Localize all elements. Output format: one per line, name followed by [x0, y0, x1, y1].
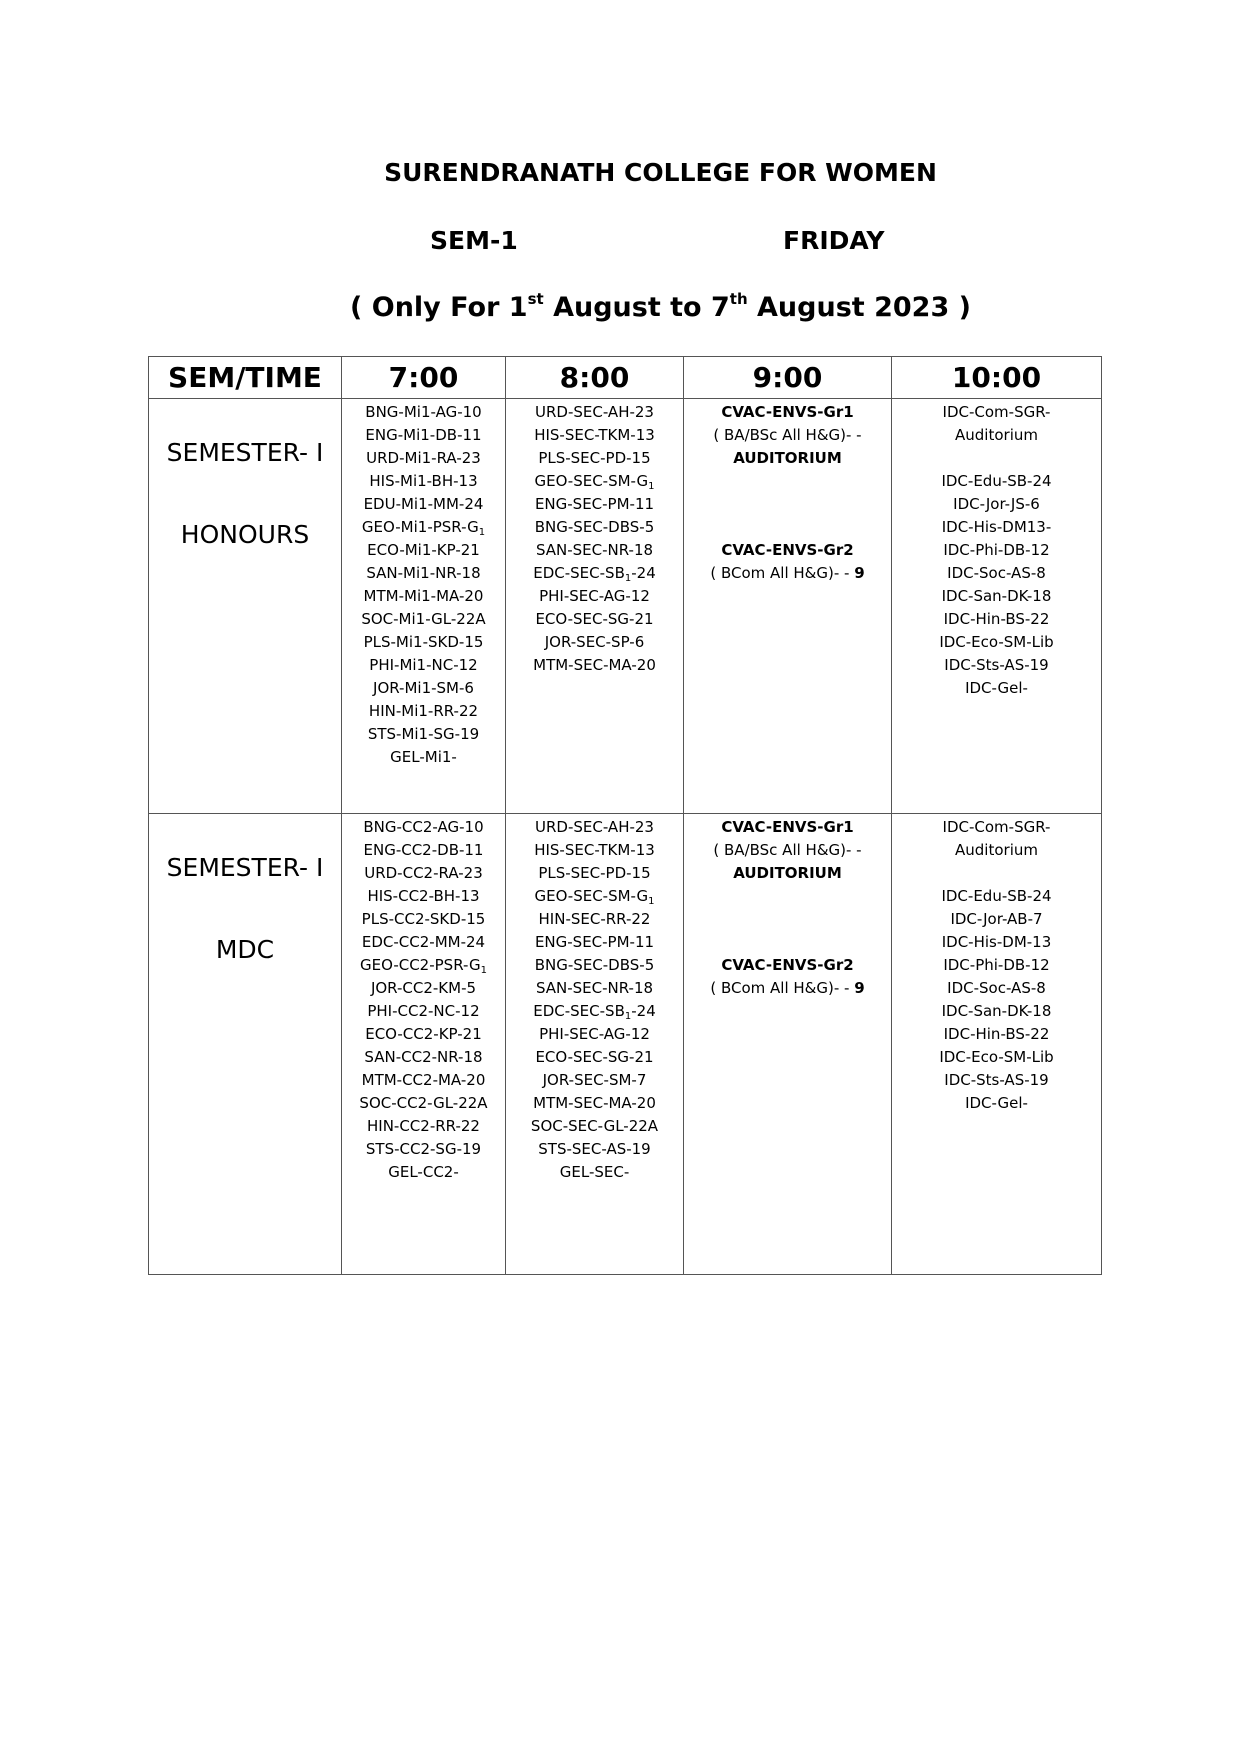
course-entry: IDC-Eco-SM-Lib: [939, 633, 1054, 651]
course-entry: ENG-SEC-PM-11: [534, 933, 655, 951]
course-entry: GEO-$CC2-PSR-G_1$: [360, 956, 487, 976]
course-entry: JOR-SEC-SM-7: [542, 1071, 647, 1089]
course-entry: EDU-Mi1-MM-24: [363, 495, 484, 513]
course-entry: JOR-CC2-KM-5: [370, 979, 477, 997]
course-entry: URD-CC2-RA-23: [364, 864, 483, 882]
semester-label: SEM-1: [430, 226, 518, 255]
gr1-room: AUDITORIUM: [733, 864, 842, 882]
gr1-room: AUDITORIUM: [733, 449, 842, 467]
course-entry: JOR-Mi1-SM-6: [373, 679, 474, 697]
course-entry: EDC-CC2-MM-24: [361, 933, 486, 951]
mdc-8-cell: [506, 814, 684, 1275]
honours-label-line2: HONOURS: [180, 520, 310, 549]
course-entry: MTM-Mi1-MA-20: [363, 587, 484, 605]
course-entry: IDC-Edu-SB-24: [941, 887, 1052, 905]
honours-9-cell: [684, 399, 892, 814]
course-entry: MTM-SEC-MA-20: [533, 1094, 656, 1112]
honours-7-cell: [342, 399, 506, 814]
mdc-7-cell: [342, 814, 506, 1275]
course-entry: SOC-SEC-GL-22A: [530, 1117, 659, 1135]
course-entry: URD-Mi1-RA-23: [366, 449, 481, 467]
course-entry: PLS-CC2-SKD-15: [361, 910, 486, 928]
course-entry: JOR-SEC-SP-6: [544, 633, 645, 651]
course-entry: ECO-SEC-SG-21: [535, 1048, 654, 1066]
course-entry: IDC-Sts-AS-19: [944, 1071, 1049, 1089]
course-entry: ENG-SEC-PM-11: [534, 495, 655, 513]
mdc-label-line2: MDC: [215, 935, 275, 964]
gr1-title: CVAC-ENVS-Gr1: [721, 403, 854, 421]
course-entry: GEL-CC2-: [388, 1163, 459, 1181]
course-entry: IDC-His-DM13-: [941, 518, 1052, 536]
course-entry: ENG-Mi1-DB-11: [365, 426, 482, 444]
course-entry: SOC-Mi1-GL-22A: [361, 610, 486, 628]
course-entry: IDC-Gel-: [965, 1094, 1028, 1112]
mdc-label-cell: [149, 814, 342, 1275]
honours-8-cell: [506, 399, 684, 814]
course-entry: IDC-Soc-AS-8: [947, 564, 1046, 582]
course-entry: SAN-Mi1-NR-18: [366, 564, 481, 582]
mdc-10-cell: [892, 814, 1102, 1275]
header-8: 8:00: [506, 357, 684, 399]
course-entry: ECO-Mi1-KP-21: [367, 541, 480, 559]
gr1-detail: ( BA/BSc All H&G)- -: [713, 841, 862, 859]
gr1-detail: ( BA/BSc All H&G)- -: [713, 426, 862, 444]
course-entry: Auditorium: [955, 426, 1038, 444]
gr2-detail: ( BCom All H&G)- - 9: [710, 979, 865, 997]
course-entry: MTM-CC2-MA-20: [361, 1071, 486, 1089]
honours-label-cell: [149, 399, 342, 814]
course-entry: HIS-SEC-TKM-13: [534, 841, 655, 859]
course-entry: IDC-Jor-JS-6: [953, 495, 1040, 513]
mdc-row: [149, 814, 1102, 1275]
course-entry: SAN-SEC-NR-18: [535, 979, 654, 997]
course-entry: PHI-Mi1-NC-12: [369, 656, 478, 674]
course-entry: BNG-SEC-DBS-5: [534, 518, 655, 536]
header-sem-time: SEM/TIME: [149, 357, 342, 399]
day-label: FRIDAY: [783, 226, 885, 255]
course-entry: PLS-Mi1-SKD-15: [363, 633, 484, 651]
course-entry: GEO-$SEC-SM-G_1$: [534, 472, 655, 492]
gr2-title: CVAC-ENVS-Gr2: [721, 541, 854, 559]
course-entry: URD-SEC-AH-23: [535, 818, 654, 836]
honours-row: [149, 399, 1102, 814]
course-entry: IDC-Jor-AB-7: [950, 910, 1043, 928]
course-entry: IDC-Com-SGR-: [942, 818, 1051, 836]
course-entry: HIS-CC2-BH-13: [367, 887, 480, 905]
course-entry: GEL-Mi1-: [390, 748, 457, 766]
course-entry: HIS-Mi1-BH-13: [369, 472, 478, 490]
college-title: SURENDRANATH COLLEGE FOR WOMEN: [384, 158, 937, 187]
course-entry: STS-CC2-SG-19: [365, 1140, 482, 1158]
header-7: 7:00: [342, 357, 506, 399]
course-entry: IDC-San-DK-18: [941, 587, 1052, 605]
honours-10-cell: [892, 399, 1102, 814]
timetable: [148, 356, 1102, 1275]
honours-label-line1: SEMESTER- I: [166, 438, 324, 467]
course-entry: BNG-SEC-DBS-5: [534, 956, 655, 974]
gr1-title: CVAC-ENVS-Gr1: [721, 818, 854, 836]
course-entry: STS-SEC-AS-19: [538, 1140, 651, 1158]
course-entry: SAN-SEC-NR-18: [535, 541, 654, 559]
course-entry: GEL-SEC-: [559, 1163, 630, 1181]
course-entry: IDC-Hin-BS-22: [943, 1025, 1050, 1043]
course-entry: GEO-$Mi1-PSR-G_1$: [361, 518, 486, 538]
course-entry: HIN-CC2-RR-22: [367, 1117, 480, 1135]
course-entry: PLS-SEC-PD-15: [538, 449, 651, 467]
course-entry: HIN-SEC-RR-22: [538, 910, 651, 928]
course-entry: MTM-SEC-MA-20: [533, 656, 656, 674]
course-entry: EDC-$SEC-SB_1-24$: [533, 564, 656, 584]
course-entry: IDC-Soc-AS-8: [947, 979, 1046, 997]
course-entry: ENG-CC2-DB-11: [363, 841, 484, 859]
course-entry: ECO-SEC-SG-21: [535, 610, 654, 628]
course-entry: IDC-Eco-SM-Lib: [939, 1048, 1054, 1066]
course-entry: IDC-Gel-: [965, 679, 1028, 697]
course-entry: ECO-CC2-KP-21: [365, 1025, 482, 1043]
course-entry: IDC-Com-SGR-: [942, 403, 1051, 421]
course-entry: GEO-$SEC-SM-G_1$: [534, 887, 655, 907]
course-entry: BNG-Mi1-AG-10: [365, 403, 482, 421]
course-entry: IDC-His-DM-13: [941, 933, 1052, 951]
gr2-detail: ( BCom All H&G)- - 9: [710, 564, 865, 582]
course-entry: HIS-SEC-TKM-13: [534, 426, 655, 444]
gr2-title: CVAC-ENVS-Gr2: [721, 956, 854, 974]
course-entry: IDC-Phi-DB-12: [943, 956, 1050, 974]
course-entry: EDC-$SEC-SB_1-24$: [533, 1002, 656, 1022]
date-range: ( Only For 1st August to 7th August 2023 ): [350, 290, 971, 323]
course-entry: HIN-Mi1-RR-22: [368, 702, 479, 720]
header-row: [149, 357, 1102, 399]
course-entry: STS-Mi1-SG-19: [367, 725, 480, 743]
course-entry: IDC-Sts-AS-19: [944, 656, 1049, 674]
course-entry: SOC-CC2-GL-22A: [359, 1094, 488, 1112]
course-entry: IDC-Hin-BS-22: [943, 610, 1050, 628]
mdc-9-cell: [684, 814, 892, 1275]
course-entry: SAN-CC2-NR-18: [364, 1048, 483, 1066]
course-entry: PHI-CC2-NC-12: [367, 1002, 480, 1020]
course-entry: IDC-Phi-DB-12: [943, 541, 1050, 559]
header-10: 10:00: [892, 357, 1102, 399]
course-entry: IDC-San-DK-18: [941, 1002, 1052, 1020]
mdc-label-line1: SEMESTER- I: [166, 853, 324, 882]
header-9: 9:00: [684, 357, 892, 399]
course-entry: Auditorium: [955, 841, 1038, 859]
course-entry: IDC-Edu-SB-24: [941, 472, 1052, 490]
course-entry: BNG-CC2-AG-10: [363, 818, 484, 836]
course-entry: URD-SEC-AH-23: [535, 403, 654, 421]
course-entry: PHI-SEC-AG-12: [539, 587, 650, 605]
course-entry: PHI-SEC-AG-12: [539, 1025, 650, 1043]
course-entry: PLS-SEC-PD-15: [538, 864, 651, 882]
